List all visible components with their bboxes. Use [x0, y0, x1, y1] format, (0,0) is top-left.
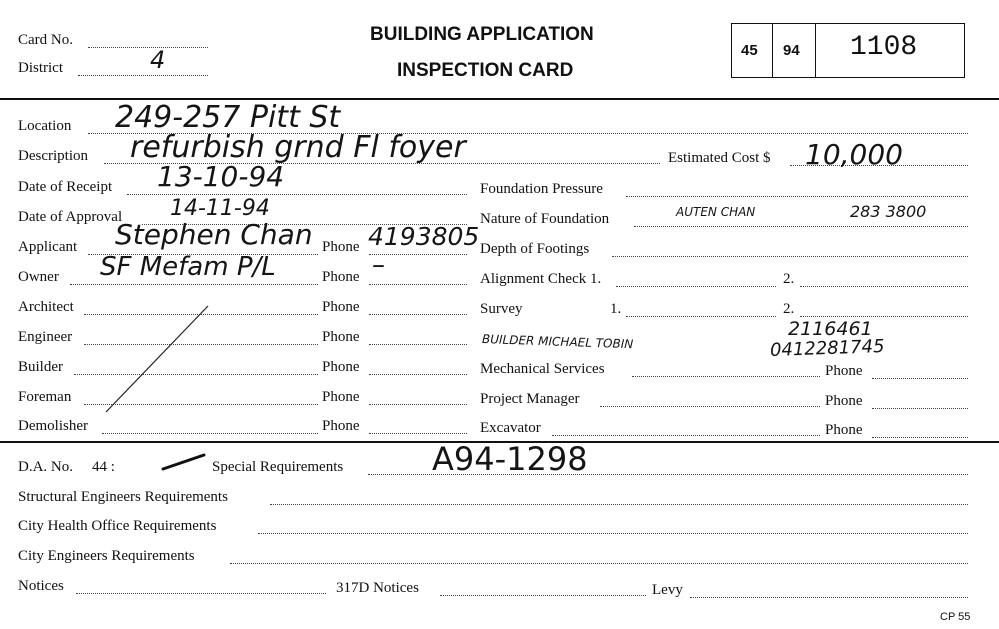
description-value: refurbish grnd Fl foyer	[130, 130, 466, 165]
structural-field[interactable]	[270, 504, 968, 505]
mechanical-phone-field[interactable]	[872, 378, 968, 379]
survey-1-label: 1.	[610, 301, 622, 317]
structural-label: Structural Engineers Requirements	[18, 489, 228, 505]
excavator-phone-label: Phone	[825, 422, 863, 438]
owner-field[interactable]	[70, 284, 318, 285]
foundation-pressure-field[interactable]	[626, 196, 968, 197]
owner-label: Owner	[18, 269, 59, 285]
box-divider-1	[772, 23, 773, 78]
box-cell-94: 94	[783, 42, 800, 59]
depth-footings-field[interactable]	[612, 256, 968, 257]
survey-1-field[interactable]	[626, 316, 776, 317]
alignment-1-field[interactable]	[616, 286, 776, 287]
health-field[interactable]	[258, 533, 968, 534]
title-line2: INSPECTION CARD	[397, 60, 574, 81]
architect-phone-field[interactable]	[369, 314, 467, 315]
nature-foundation-phone: 283 3800	[850, 202, 927, 221]
survey-2-field[interactable]	[800, 316, 968, 317]
date-receipt-field[interactable]	[127, 194, 467, 195]
nature-foundation-label: Nature of Foundation	[480, 211, 610, 227]
engineer-label: Engineer	[18, 329, 73, 345]
applicant-label: Applicant	[18, 239, 78, 255]
levy-label: Levy	[652, 582, 683, 598]
file-number-box	[731, 23, 965, 78]
applicant-value: Stephen Chan	[115, 218, 313, 251]
excavator-label: Excavator	[480, 420, 541, 436]
survey-2-label: 2.	[783, 301, 795, 317]
notices-label: Notices	[18, 578, 64, 594]
nature-foundation-value: AUTEN CHAN	[676, 205, 756, 219]
project-manager-phone-label: Phone	[825, 393, 863, 409]
excavator-field[interactable]	[552, 435, 820, 436]
mechanical-field[interactable]	[632, 376, 820, 377]
demolisher-field[interactable]	[102, 433, 318, 434]
builder-phone-field[interactable]	[369, 374, 467, 375]
alignment-label: Alignment Check 1.	[480, 271, 602, 287]
district-value: 4	[150, 46, 166, 74]
owner-value: SF Mefam P/L	[100, 252, 276, 282]
da-tick-mark	[160, 452, 208, 472]
builder-phone-1: 2116461	[788, 318, 873, 340]
levy-field[interactable]	[690, 597, 968, 598]
alignment-2-label: 2.	[783, 271, 795, 287]
location-value: 249-257 Pitt St	[115, 100, 341, 135]
demolisher-phone-label: Phone	[322, 418, 360, 434]
engineer-phone-label: Phone	[322, 329, 360, 345]
foreman-phone-field[interactable]	[369, 404, 467, 405]
special-requirements-label: Special Requirements	[212, 459, 344, 475]
location-label: Location	[18, 118, 72, 134]
form-code: CP 55	[940, 611, 971, 623]
date-receipt-label: Date of Receipt	[18, 179, 113, 195]
description-label: Description	[18, 148, 88, 164]
alignment-2-field[interactable]	[800, 286, 968, 287]
foreman-label: Foreman	[18, 389, 72, 405]
card-no-field[interactable]	[88, 47, 208, 48]
card-no-label: Card No.	[18, 32, 73, 48]
survey-label: Survey	[480, 301, 523, 317]
box-cell-45: 45	[741, 42, 758, 59]
da-no-value: 44 :	[92, 459, 115, 475]
project-manager-label: Project Manager	[480, 391, 580, 407]
demolisher-phone-field[interactable]	[369, 433, 467, 434]
strike-line	[100, 300, 220, 420]
notices-field[interactable]	[76, 593, 326, 594]
date-approval-label: Date of Approval	[18, 209, 123, 225]
depth-footings-label: Depth of Footings	[480, 241, 590, 257]
demolisher-label: Demolisher	[18, 418, 88, 434]
owner-phone-field[interactable]	[369, 284, 467, 285]
da-no-label: D.A. No.	[18, 459, 73, 475]
excavator-phone-field[interactable]	[872, 437, 968, 438]
owner-phone-value: –	[372, 250, 385, 280]
mechanical-phone-label: Phone	[825, 363, 863, 379]
district-label: District	[18, 60, 63, 76]
city-engineers-field[interactable]	[230, 563, 968, 564]
date-receipt-value: 13-10-94	[157, 160, 285, 193]
mechanical-label: Mechanical Services	[480, 361, 605, 377]
foreman-phone-label: Phone	[322, 389, 360, 405]
box-divider-2	[815, 23, 816, 78]
health-label: City Health Office Requirements	[18, 518, 217, 534]
estimated-cost-value: 10,000	[805, 138, 903, 171]
estimated-cost-label: Estimated Cost $	[668, 150, 771, 166]
card-number: 1108	[850, 32, 918, 63]
architect-phone-label: Phone	[322, 299, 360, 315]
applicant-phone-value: 4193805	[368, 222, 480, 251]
date-approval-value: 14-11-94	[170, 196, 270, 221]
project-manager-field[interactable]	[600, 406, 820, 407]
special-requirements-value: A94-1298	[432, 440, 588, 478]
builder-note: BUILDER MICHAEL TOBIN	[481, 332, 634, 352]
notices-317d-field[interactable]	[440, 595, 646, 596]
builder-phone-2: 0412281745	[769, 336, 885, 361]
applicant-phone-label: Phone	[322, 239, 360, 255]
district-field[interactable]	[78, 75, 208, 76]
foundation-pressure-label: Foundation Pressure	[480, 181, 603, 197]
engineer-phone-field[interactable]	[369, 344, 467, 345]
project-manager-phone-field[interactable]	[872, 408, 968, 409]
owner-phone-label: Phone	[322, 269, 360, 285]
city-engineers-label: City Engineers Requirements	[18, 548, 195, 564]
title-line1: BUILDING APPLICATION	[370, 24, 594, 45]
architect-label: Architect	[18, 299, 74, 315]
builder-phone-label: Phone	[322, 359, 360, 375]
builder-label: Builder	[18, 359, 63, 375]
nature-foundation-field[interactable]	[634, 226, 968, 227]
notices-317d-label: 317D Notices	[336, 580, 419, 596]
